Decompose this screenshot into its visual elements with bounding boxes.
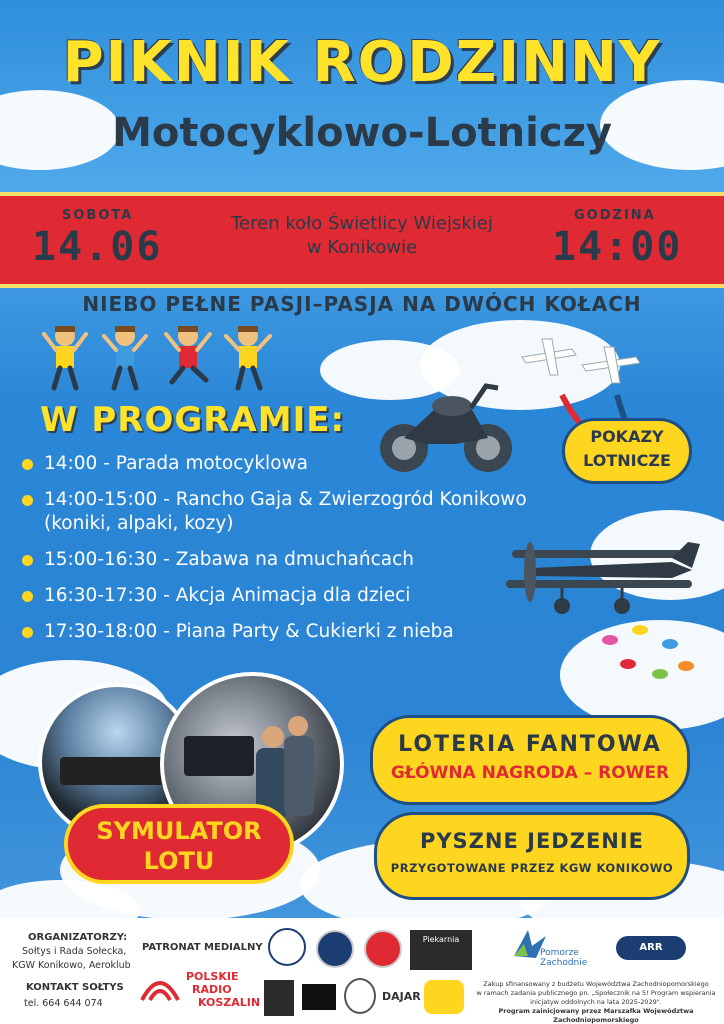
jet-planes-illustration	[512, 335, 662, 425]
venue-line-2: w Konikowie	[306, 237, 418, 258]
radio-koszalin-logo-icon	[138, 970, 182, 1010]
program-heading: W PROGRAMIE:	[40, 400, 346, 440]
bullet-icon	[22, 591, 33, 602]
contact-heading: KONTAKT SOŁTYS	[26, 982, 124, 993]
partner-logo-icon	[424, 980, 464, 1014]
contact-phone: tel. 664 644 074	[24, 998, 103, 1009]
program-item: 17:30-18:00 - Piana Party & Cukierki z nieba	[22, 620, 702, 644]
lottery-line-1: LOTERIA FANTOWA	[398, 732, 662, 757]
partner-logo-icon	[316, 930, 354, 968]
hour-label: GODZINA	[574, 208, 656, 223]
air-show-line-1: POKAZY	[590, 427, 664, 446]
partner-logo-icon	[344, 978, 376, 1014]
food-line-2: PRZYGOTOWANE PRZEZ KGW KONIKOWO	[390, 861, 674, 875]
poster-subtitle: Motocyklowo-Lotniczy	[112, 110, 612, 156]
slogan: NIEBO PEŁNE PASJI–PASJA NA DWÓCH KOŁACH	[82, 292, 642, 316]
bullet-icon	[22, 555, 33, 566]
simulator-line-2: LOTU	[143, 847, 215, 875]
event-date: 14.06	[32, 224, 163, 270]
jumping-kids-illustration	[40, 322, 280, 394]
radio-line-1: POLSKIE	[186, 970, 239, 983]
food-badge	[374, 812, 690, 900]
dajar-logo: DAJAR	[382, 990, 421, 1003]
arr-logo-icon: ARR	[616, 936, 686, 960]
lottery-line-2: GŁÓWNA NAGRODA – ROWER	[390, 763, 670, 783]
program-item: 15:00-16:30 - Zabawa na dmuchańcach	[22, 548, 702, 572]
organizers-line-2: KGW Konikowo, Aeroklub	[12, 960, 131, 971]
radio-line-3: KOSZALIN	[198, 996, 261, 1009]
venue-line-1: Teren koło Świetlicy Wiejskiej	[231, 213, 493, 234]
biplane-illustration	[492, 528, 708, 618]
footer	[0, 918, 724, 1024]
air-show-line-2: LOTNICZE	[583, 451, 671, 470]
candies-illustration	[590, 620, 700, 690]
partner-logo-icon	[302, 984, 336, 1010]
lottery-badge	[370, 715, 690, 805]
partner-logo-icon	[364, 930, 402, 968]
radio-line-2: RADIO	[192, 983, 232, 996]
program-item-note: (koniki, alpaki, kozy)	[44, 513, 234, 534]
pomorze-logo: Pomorze Zachodnie	[540, 948, 588, 968]
patronage-heading: PATRONAT MEDIALNY	[142, 942, 263, 953]
program-item: 14:00 - Parada motocyklowa	[22, 452, 702, 476]
simulator-line-1: SYMULATOR	[96, 817, 262, 845]
bullet-icon	[22, 627, 33, 638]
program-item: 16:30-17:30 - Akcja Animacja dla dzieci	[22, 584, 702, 608]
organizers-line-1: Sołtys i Rada Sołecka,	[22, 946, 127, 957]
bakery-logo-icon: Piekarnia	[410, 930, 472, 970]
partner-logo-icon	[264, 980, 294, 1016]
poster-title: PIKNIK RODZINNY	[62, 30, 662, 95]
venue	[180, 212, 544, 260]
bullet-icon	[22, 459, 33, 470]
food-line-1: PYSZNE JEDZENIE	[419, 829, 645, 853]
program-item: 14:00-15:00 - Rancho Gaja & Zwierzogród Konikowo	[22, 488, 702, 512]
simulator-badge	[64, 804, 294, 884]
date-venue-band	[0, 192, 724, 288]
bullet-icon	[22, 495, 33, 506]
day-label: SOBOTA	[62, 208, 134, 223]
partner-logo-icon	[268, 928, 306, 966]
funding-note: Zakup sfinansowany z budżetu Województwa Zachodniopomorskiego w ramach zadania publicznego pn. „Społecznik na 5! Program wspierania inicjatyw oddolnych na lata 2025-2029". Program zainicjowany przez Marszałka Województwa Zachodniopomorskiego	[476, 980, 716, 1024]
event-time: 14:00	[552, 224, 683, 270]
organizers-heading: ORGANIZATORZY:	[28, 932, 128, 943]
